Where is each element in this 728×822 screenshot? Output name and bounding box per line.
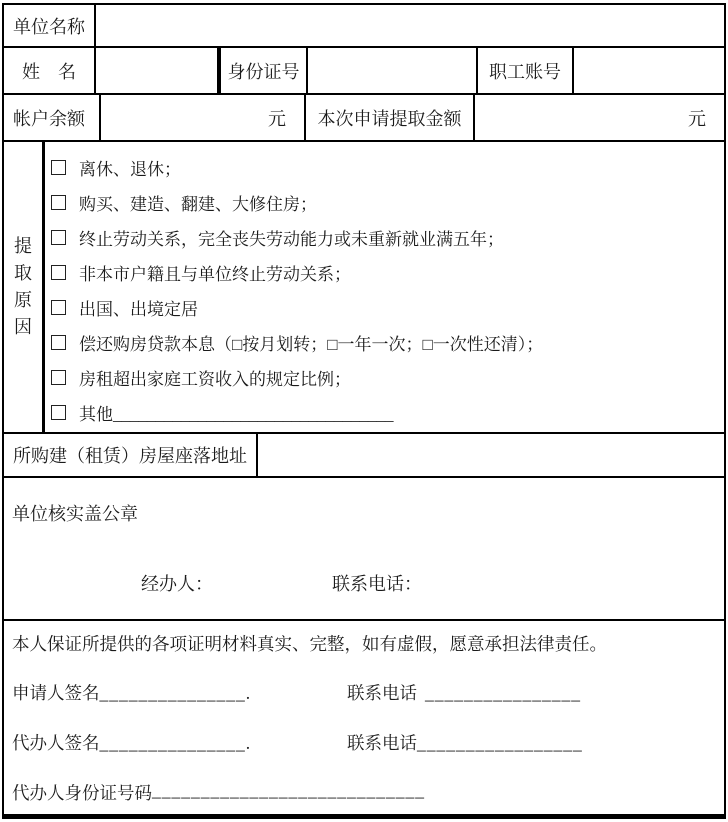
reason-option-emigrate[interactable]: [45, 290, 724, 325]
reason-label: 终止劳动关系，完全丧失劳动能力或未重新就业满五年；: [79, 230, 504, 249]
withdraw-reasons-section: [4, 142, 724, 434]
agent-signature-line[interactable]: _______________.: [99, 733, 252, 753]
name-label: 姓 名: [4, 48, 96, 93]
form-table: [2, 3, 726, 819]
applicant-signature-line[interactable]: _______________.: [99, 683, 252, 703]
applicant-phone-group: [347, 680, 581, 705]
applicant-phone-line[interactable]: ________________: [425, 683, 581, 703]
amount-row: [4, 95, 724, 142]
reason-label: 偿还购房贷款本息（□按月划转；□一年一次；□一次性还清）；: [79, 335, 544, 354]
withdraw-amount-label: 本次申请提取金额: [306, 95, 475, 140]
balance-unit-label: 元: [268, 108, 286, 129]
declaration-section: [4, 621, 724, 814]
agent-sign-label: 代办人签名: [12, 733, 100, 753]
reason-label: 房租超出家庭工资收入的规定比例；: [79, 370, 351, 389]
reason-option-retire[interactable]: [45, 150, 724, 185]
account-balance-field[interactable]: [101, 95, 306, 140]
agent-signature-group: [12, 730, 347, 755]
agent-id-label: 代办人身份证号码: [12, 783, 152, 803]
identity-row: [4, 48, 724, 95]
applicant-sign-label: 申请人签名: [12, 683, 100, 703]
agent-phone-group: [347, 730, 583, 755]
reason-label: 购买、建造、翻建、大修住房；: [79, 195, 317, 214]
agent-signature-row: [12, 730, 716, 755]
reason-option-labor-terminated[interactable]: [45, 220, 724, 255]
reason-option-purchase-build[interactable]: [45, 185, 724, 220]
agent-id-row: [12, 780, 716, 805]
checkbox-icon[interactable]: [51, 405, 66, 420]
declaration-statement: 本人保证所提供的各项证明材料真实、完整，如有虚假，愿意承担法律责任。: [12, 634, 607, 654]
agent-phone-label: 联系电话: [347, 733, 417, 753]
unit-name-row: [4, 5, 724, 48]
checkbox-icon[interactable]: [51, 160, 66, 175]
house-address-label: 所购建（租赁）房屋座落地址: [4, 434, 258, 476]
withdraw-amount-field[interactable]: [475, 95, 724, 140]
unit-name-label: 单位名称: [4, 5, 96, 46]
employee-account-field[interactable]: [574, 48, 724, 93]
handler-label: 经办人：: [141, 574, 213, 594]
agent-phone-line[interactable]: _________________: [417, 733, 583, 753]
house-address-row: [4, 434, 724, 478]
checkbox-icon[interactable]: [51, 230, 66, 245]
unit-name-field[interactable]: [96, 5, 724, 46]
amount-unit-label: 元: [688, 108, 706, 129]
agent-id-line[interactable]: ____________________________: [152, 780, 425, 800]
reason-label: 离休、退休；: [79, 160, 181, 179]
reason-option-other[interactable]: [45, 395, 724, 430]
id-number-label: 身份证号: [221, 48, 308, 93]
checkbox-icon[interactable]: [51, 265, 66, 280]
reason-label: 出国、出境定居: [79, 300, 198, 319]
checkbox-icon[interactable]: [51, 195, 66, 210]
checkbox-icon[interactable]: [51, 300, 66, 315]
account-balance-label: 帐户余额: [4, 95, 101, 140]
reasons-vertical-header: [4, 142, 45, 432]
reason-label: 其他_________________________________: [79, 405, 394, 424]
reason-option-loan-repay[interactable]: [45, 325, 724, 360]
reasons-vertical-label: 提取原因: [14, 236, 32, 337]
reasons-list: [45, 142, 724, 432]
applicant-signature-row: [12, 680, 716, 705]
id-number-field[interactable]: [308, 48, 478, 93]
reason-option-nonlocal-terminated[interactable]: [45, 255, 724, 290]
employee-account-label: 职工账号: [478, 48, 574, 93]
applicant-signature-group: [12, 680, 347, 705]
unit-stamp-label: 单位核实盖公章: [12, 504, 138, 524]
checkbox-icon[interactable]: [51, 335, 66, 350]
unit-verification-cell: [4, 478, 724, 619]
name-field[interactable]: [96, 48, 221, 93]
declaration-cell: [4, 621, 724, 814]
unit-verification-section: [4, 478, 724, 621]
reason-label: 非本市户籍且与单位终止劳动关系；: [79, 265, 351, 284]
handler-phone-label: 联系电话：: [332, 574, 422, 594]
checkbox-icon[interactable]: [51, 370, 66, 385]
house-address-field[interactable]: [258, 434, 724, 476]
applicant-phone-label: 联系电话: [347, 683, 417, 703]
reason-option-rent-ratio[interactable]: [45, 360, 724, 395]
